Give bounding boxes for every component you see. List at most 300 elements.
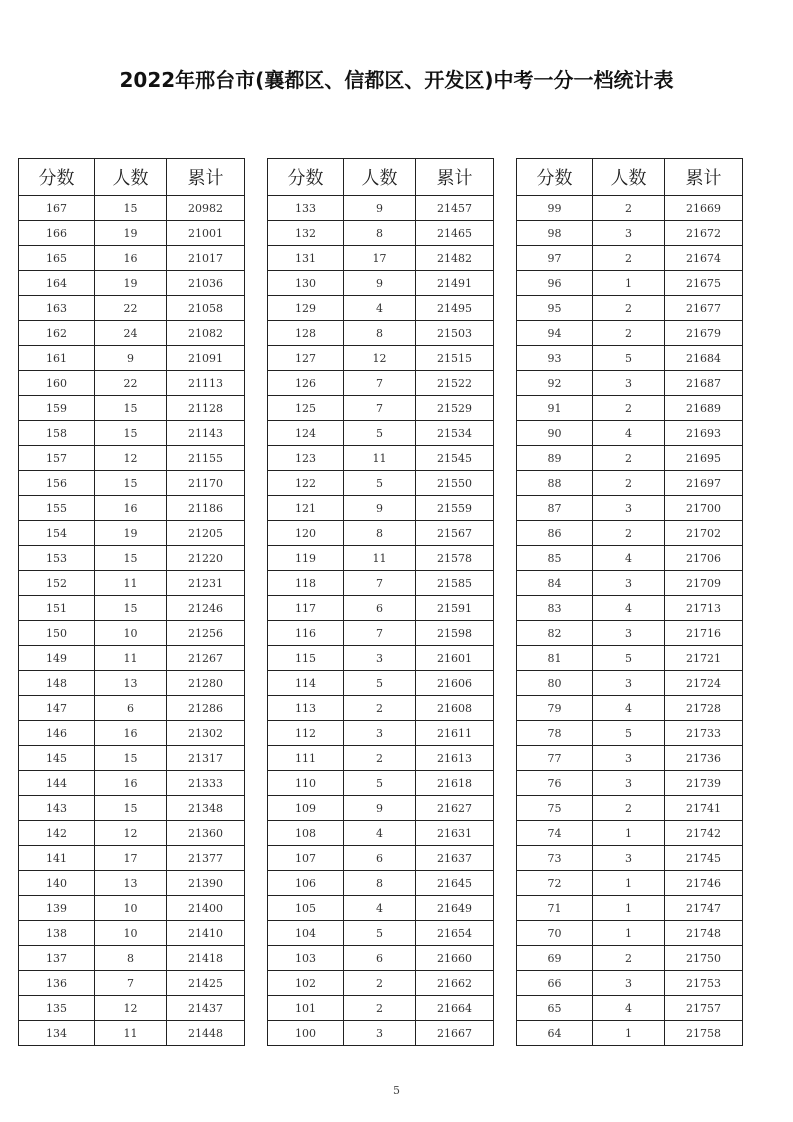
cell-cumulative: 21684 — [665, 346, 743, 371]
cell-cumulative: 21534 — [416, 421, 494, 446]
cell-cumulative: 21693 — [665, 421, 743, 446]
cell-count: 5 — [593, 346, 665, 371]
table-row — [268, 546, 494, 571]
page-title: 2022年邢台市(襄都区、信都区、开发区)中考一分一档统计表 — [119, 68, 674, 92]
table-row — [517, 971, 743, 996]
cell-score: 114 — [268, 671, 344, 696]
table-row — [517, 646, 743, 671]
cell-cumulative: 21333 — [167, 771, 245, 796]
table-row — [268, 696, 494, 721]
cell-score: 95 — [517, 296, 593, 321]
table-row — [517, 596, 743, 621]
table-row — [268, 971, 494, 996]
table-row — [268, 771, 494, 796]
cell-cumulative: 21143 — [167, 421, 245, 446]
cell-cumulative: 21186 — [167, 496, 245, 521]
table-row — [268, 196, 494, 221]
cell-count: 5 — [593, 646, 665, 671]
cell-cumulative: 21128 — [167, 396, 245, 421]
cell-count: 24 — [95, 321, 167, 346]
cell-count: 16 — [95, 721, 167, 746]
table-row — [268, 296, 494, 321]
cell-cumulative: 21745 — [665, 846, 743, 871]
cell-count: 6 — [344, 596, 416, 621]
cell-score: 152 — [19, 571, 95, 596]
cell-score: 163 — [19, 296, 95, 321]
cell-cumulative: 21457 — [416, 196, 494, 221]
cell-score: 84 — [517, 571, 593, 596]
cell-count: 15 — [95, 471, 167, 496]
cell-cumulative: 21585 — [416, 571, 494, 596]
cell-cumulative: 21669 — [665, 196, 743, 221]
cell-count: 4 — [593, 546, 665, 571]
cell-cumulative: 21608 — [416, 696, 494, 721]
table-row — [517, 196, 743, 221]
cell-count: 16 — [95, 771, 167, 796]
cell-score: 76 — [517, 771, 593, 796]
cell-count: 10 — [95, 621, 167, 646]
cell-cumulative: 21747 — [665, 896, 743, 921]
cell-cumulative: 21205 — [167, 521, 245, 546]
cell-cumulative: 21675 — [665, 271, 743, 296]
cell-cumulative: 21695 — [665, 446, 743, 471]
cell-cumulative: 21550 — [416, 471, 494, 496]
cell-cumulative: 21631 — [416, 821, 494, 846]
cell-score: 65 — [517, 996, 593, 1021]
table-row — [19, 896, 245, 921]
cell-count: 2 — [593, 296, 665, 321]
cell-count: 4 — [593, 596, 665, 621]
table-row — [517, 421, 743, 446]
table-row — [517, 571, 743, 596]
cell-cumulative: 21660 — [416, 946, 494, 971]
table-row — [268, 621, 494, 646]
cell-cumulative: 21627 — [416, 796, 494, 821]
cell-cumulative: 21750 — [665, 946, 743, 971]
cell-cumulative: 21742 — [665, 821, 743, 846]
table-row — [19, 971, 245, 996]
cell-score: 117 — [268, 596, 344, 621]
cell-cumulative: 21495 — [416, 296, 494, 321]
table-row — [19, 696, 245, 721]
cell-count: 22 — [95, 296, 167, 321]
cell-score: 85 — [517, 546, 593, 571]
table-row — [268, 321, 494, 346]
cell-score: 137 — [19, 946, 95, 971]
table-row — [268, 946, 494, 971]
cell-cumulative: 21748 — [665, 921, 743, 946]
cell-score: 77 — [517, 746, 593, 771]
cell-cumulative: 21515 — [416, 346, 494, 371]
cell-score: 88 — [517, 471, 593, 496]
cell-score: 150 — [19, 621, 95, 646]
cell-score: 139 — [19, 896, 95, 921]
cell-cumulative: 21724 — [665, 671, 743, 696]
cell-cumulative: 21410 — [167, 921, 245, 946]
cell-count: 3 — [593, 846, 665, 871]
cell-count: 5 — [344, 921, 416, 946]
cell-count: 16 — [95, 496, 167, 521]
cell-cumulative: 21280 — [167, 671, 245, 696]
cell-count: 7 — [344, 371, 416, 396]
table-row — [19, 871, 245, 896]
cell-score: 149 — [19, 646, 95, 671]
cell-count: 2 — [593, 321, 665, 346]
cell-score: 132 — [268, 221, 344, 246]
cell-count: 2 — [593, 446, 665, 471]
cell-count: 7 — [344, 621, 416, 646]
cell-score: 91 — [517, 396, 593, 421]
table-row — [19, 796, 245, 821]
cell-count: 10 — [95, 896, 167, 921]
cell-cumulative: 21091 — [167, 346, 245, 371]
cell-score: 119 — [268, 546, 344, 571]
cell-count: 22 — [95, 371, 167, 396]
cell-cumulative: 21677 — [665, 296, 743, 321]
table-row — [268, 1021, 494, 1046]
cell-cumulative: 21231 — [167, 571, 245, 596]
cell-cumulative: 21082 — [167, 321, 245, 346]
table-row — [517, 696, 743, 721]
cell-cumulative: 21591 — [416, 596, 494, 621]
cell-score: 157 — [19, 446, 95, 471]
cell-cumulative: 21437 — [167, 996, 245, 1021]
cell-score: 90 — [517, 421, 593, 446]
table-row — [19, 221, 245, 246]
cell-score: 133 — [268, 196, 344, 221]
cell-cumulative: 21733 — [665, 721, 743, 746]
cell-score: 162 — [19, 321, 95, 346]
cell-count: 2 — [593, 946, 665, 971]
cell-score: 71 — [517, 896, 593, 921]
cell-cumulative: 21741 — [665, 796, 743, 821]
cell-score: 131 — [268, 246, 344, 271]
cell-score: 118 — [268, 571, 344, 596]
cell-count: 3 — [344, 646, 416, 671]
cell-cumulative: 21491 — [416, 271, 494, 296]
table-row — [268, 821, 494, 846]
cell-count: 3 — [593, 771, 665, 796]
cell-score: 100 — [268, 1021, 344, 1046]
page-number: 5 — [393, 1084, 400, 1097]
table-row — [268, 271, 494, 296]
cell-count: 3 — [344, 1021, 416, 1046]
cell-cumulative: 21702 — [665, 521, 743, 546]
cell-cumulative: 21400 — [167, 896, 245, 921]
cell-cumulative: 21611 — [416, 721, 494, 746]
table-row — [19, 596, 245, 621]
cell-count: 12 — [95, 446, 167, 471]
table-row — [19, 371, 245, 396]
cell-cumulative: 21465 — [416, 221, 494, 246]
table-row — [19, 921, 245, 946]
cell-score: 165 — [19, 246, 95, 271]
cell-score: 120 — [268, 521, 344, 546]
cell-cumulative: 21155 — [167, 446, 245, 471]
table-row — [268, 896, 494, 921]
cell-count: 1 — [593, 921, 665, 946]
cell-count: 12 — [95, 996, 167, 1021]
cell-cumulative: 21317 — [167, 746, 245, 771]
table-row — [19, 671, 245, 696]
cell-cumulative: 21425 — [167, 971, 245, 996]
cell-score: 130 — [268, 271, 344, 296]
cell-score: 148 — [19, 671, 95, 696]
cell-score: 154 — [19, 521, 95, 546]
cell-count: 1 — [593, 271, 665, 296]
cell-cumulative: 21713 — [665, 596, 743, 621]
cell-count: 2 — [344, 971, 416, 996]
cell-count: 9 — [344, 196, 416, 221]
cell-score: 166 — [19, 221, 95, 246]
cell-cumulative: 21286 — [167, 696, 245, 721]
table-row — [19, 321, 245, 346]
table-row — [19, 746, 245, 771]
cell-count: 9 — [344, 796, 416, 821]
cell-score: 75 — [517, 796, 593, 821]
cell-count: 4 — [593, 996, 665, 1021]
cell-cumulative: 21654 — [416, 921, 494, 946]
cell-score: 129 — [268, 296, 344, 321]
cell-count: 15 — [95, 596, 167, 621]
cell-score: 140 — [19, 871, 95, 896]
table-row — [19, 721, 245, 746]
cell-cumulative: 21559 — [416, 496, 494, 521]
cell-count: 4 — [344, 296, 416, 321]
cell-count: 9 — [344, 271, 416, 296]
header-score: 分数 — [517, 159, 593, 196]
table-row — [19, 296, 245, 321]
cell-cumulative: 21618 — [416, 771, 494, 796]
cell-count: 4 — [593, 696, 665, 721]
cell-cumulative: 21674 — [665, 246, 743, 271]
cell-score: 97 — [517, 246, 593, 271]
table-row — [517, 546, 743, 571]
cell-count: 9 — [344, 496, 416, 521]
cell-score: 86 — [517, 521, 593, 546]
cell-cumulative: 21687 — [665, 371, 743, 396]
cell-cumulative: 20982 — [167, 196, 245, 221]
table-row — [517, 496, 743, 521]
cell-count: 11 — [344, 446, 416, 471]
cell-count: 15 — [95, 421, 167, 446]
cell-count: 3 — [593, 621, 665, 646]
cell-score: 167 — [19, 196, 95, 221]
table-header-row — [268, 159, 494, 196]
cell-score: 146 — [19, 721, 95, 746]
cell-count: 8 — [344, 871, 416, 896]
cell-cumulative: 21679 — [665, 321, 743, 346]
cell-cumulative: 21746 — [665, 871, 743, 896]
cell-score: 135 — [19, 996, 95, 1021]
table-row — [517, 446, 743, 471]
table-row — [517, 896, 743, 921]
cell-score: 107 — [268, 846, 344, 871]
table-row — [268, 371, 494, 396]
cell-count: 5 — [344, 421, 416, 446]
cell-cumulative: 21348 — [167, 796, 245, 821]
cell-count: 7 — [95, 971, 167, 996]
cell-count: 5 — [593, 721, 665, 746]
cell-count: 2 — [344, 696, 416, 721]
cell-score: 70 — [517, 921, 593, 946]
table-row — [268, 246, 494, 271]
cell-count: 12 — [344, 346, 416, 371]
cell-score: 101 — [268, 996, 344, 1021]
cell-cumulative: 21758 — [665, 1021, 743, 1046]
table-row — [19, 346, 245, 371]
cell-cumulative: 21728 — [665, 696, 743, 721]
table-row — [268, 746, 494, 771]
cell-cumulative: 21482 — [416, 246, 494, 271]
cell-score: 142 — [19, 821, 95, 846]
cell-cumulative: 21709 — [665, 571, 743, 596]
score-table-3 — [516, 158, 743, 1046]
cell-cumulative: 21706 — [665, 546, 743, 571]
cell-count: 2 — [593, 471, 665, 496]
cell-count: 2 — [593, 521, 665, 546]
cell-cumulative: 21267 — [167, 646, 245, 671]
cell-score: 116 — [268, 621, 344, 646]
table-row — [517, 821, 743, 846]
cell-score: 94 — [517, 321, 593, 346]
table-row — [268, 796, 494, 821]
cell-score: 124 — [268, 421, 344, 446]
cell-count: 5 — [344, 471, 416, 496]
table-row — [19, 1021, 245, 1046]
cell-score: 122 — [268, 471, 344, 496]
header-cumulative: 累计 — [416, 159, 494, 196]
cell-count: 13 — [95, 871, 167, 896]
cell-cumulative: 21757 — [665, 996, 743, 1021]
cell-cumulative: 21662 — [416, 971, 494, 996]
table-row — [517, 771, 743, 796]
table-row — [268, 571, 494, 596]
table-row — [268, 521, 494, 546]
table-row — [268, 421, 494, 446]
table-row — [517, 996, 743, 1021]
table-row — [517, 371, 743, 396]
cell-score: 164 — [19, 271, 95, 296]
table-row — [19, 446, 245, 471]
cell-count: 2 — [593, 196, 665, 221]
cell-count: 1 — [593, 1021, 665, 1046]
table-row — [19, 496, 245, 521]
cell-cumulative: 21672 — [665, 221, 743, 246]
cell-count: 16 — [95, 246, 167, 271]
cell-score: 113 — [268, 696, 344, 721]
cell-count: 8 — [344, 521, 416, 546]
cell-cumulative: 21753 — [665, 971, 743, 996]
cell-count: 5 — [344, 671, 416, 696]
cell-cumulative: 21113 — [167, 371, 245, 396]
cell-count: 1 — [593, 871, 665, 896]
cell-cumulative: 21220 — [167, 546, 245, 571]
cell-score: 134 — [19, 1021, 95, 1046]
cell-cumulative: 21377 — [167, 846, 245, 871]
cell-count: 7 — [344, 571, 416, 596]
cell-score: 106 — [268, 871, 344, 896]
cell-count: 3 — [593, 971, 665, 996]
cell-cumulative: 21578 — [416, 546, 494, 571]
cell-cumulative: 21721 — [665, 646, 743, 671]
table-row — [517, 396, 743, 421]
cell-count: 4 — [344, 821, 416, 846]
header-count: 人数 — [344, 159, 416, 196]
cell-count: 6 — [344, 946, 416, 971]
cell-cumulative: 21736 — [665, 746, 743, 771]
header-count: 人数 — [593, 159, 665, 196]
table-row — [19, 396, 245, 421]
cell-score: 80 — [517, 671, 593, 696]
cell-score: 92 — [517, 371, 593, 396]
cell-cumulative: 21058 — [167, 296, 245, 321]
cell-score: 126 — [268, 371, 344, 396]
cell-score: 108 — [268, 821, 344, 846]
table-header-row — [517, 159, 743, 196]
table-row — [517, 346, 743, 371]
table-row — [517, 471, 743, 496]
table-row — [268, 671, 494, 696]
cell-count: 19 — [95, 271, 167, 296]
cell-score: 159 — [19, 396, 95, 421]
cell-cumulative: 21522 — [416, 371, 494, 396]
cell-score: 136 — [19, 971, 95, 996]
cell-score: 69 — [517, 946, 593, 971]
cell-score: 115 — [268, 646, 344, 671]
cell-cumulative: 21503 — [416, 321, 494, 346]
cell-cumulative: 21598 — [416, 621, 494, 646]
table-row — [517, 621, 743, 646]
cell-cumulative: 21302 — [167, 721, 245, 746]
cell-count: 3 — [593, 746, 665, 771]
table-row — [517, 246, 743, 271]
cell-count: 2 — [593, 396, 665, 421]
cell-score: 83 — [517, 596, 593, 621]
table-row — [268, 721, 494, 746]
cell-score: 144 — [19, 771, 95, 796]
table-row — [517, 796, 743, 821]
cell-count: 3 — [593, 496, 665, 521]
cell-score: 74 — [517, 821, 593, 846]
table-row — [268, 596, 494, 621]
table-row — [19, 646, 245, 671]
cell-score: 93 — [517, 346, 593, 371]
table-row — [517, 271, 743, 296]
cell-score: 105 — [268, 896, 344, 921]
cell-count: 2 — [593, 796, 665, 821]
table-row — [19, 521, 245, 546]
cell-count: 15 — [95, 796, 167, 821]
cell-cumulative: 21001 — [167, 221, 245, 246]
cell-count: 2 — [593, 246, 665, 271]
score-table-2 — [267, 158, 494, 1046]
cell-cumulative: 21649 — [416, 896, 494, 921]
cell-score: 160 — [19, 371, 95, 396]
table-header-row — [19, 159, 245, 196]
cell-count: 2 — [344, 746, 416, 771]
cell-cumulative: 21529 — [416, 396, 494, 421]
cell-count: 4 — [344, 896, 416, 921]
cell-cumulative: 21360 — [167, 821, 245, 846]
cell-cumulative: 21567 — [416, 521, 494, 546]
cell-score: 145 — [19, 746, 95, 771]
cell-count: 3 — [593, 671, 665, 696]
cell-cumulative: 21667 — [416, 1021, 494, 1046]
cell-count: 13 — [95, 671, 167, 696]
table-row — [517, 1021, 743, 1046]
cell-score: 81 — [517, 646, 593, 671]
